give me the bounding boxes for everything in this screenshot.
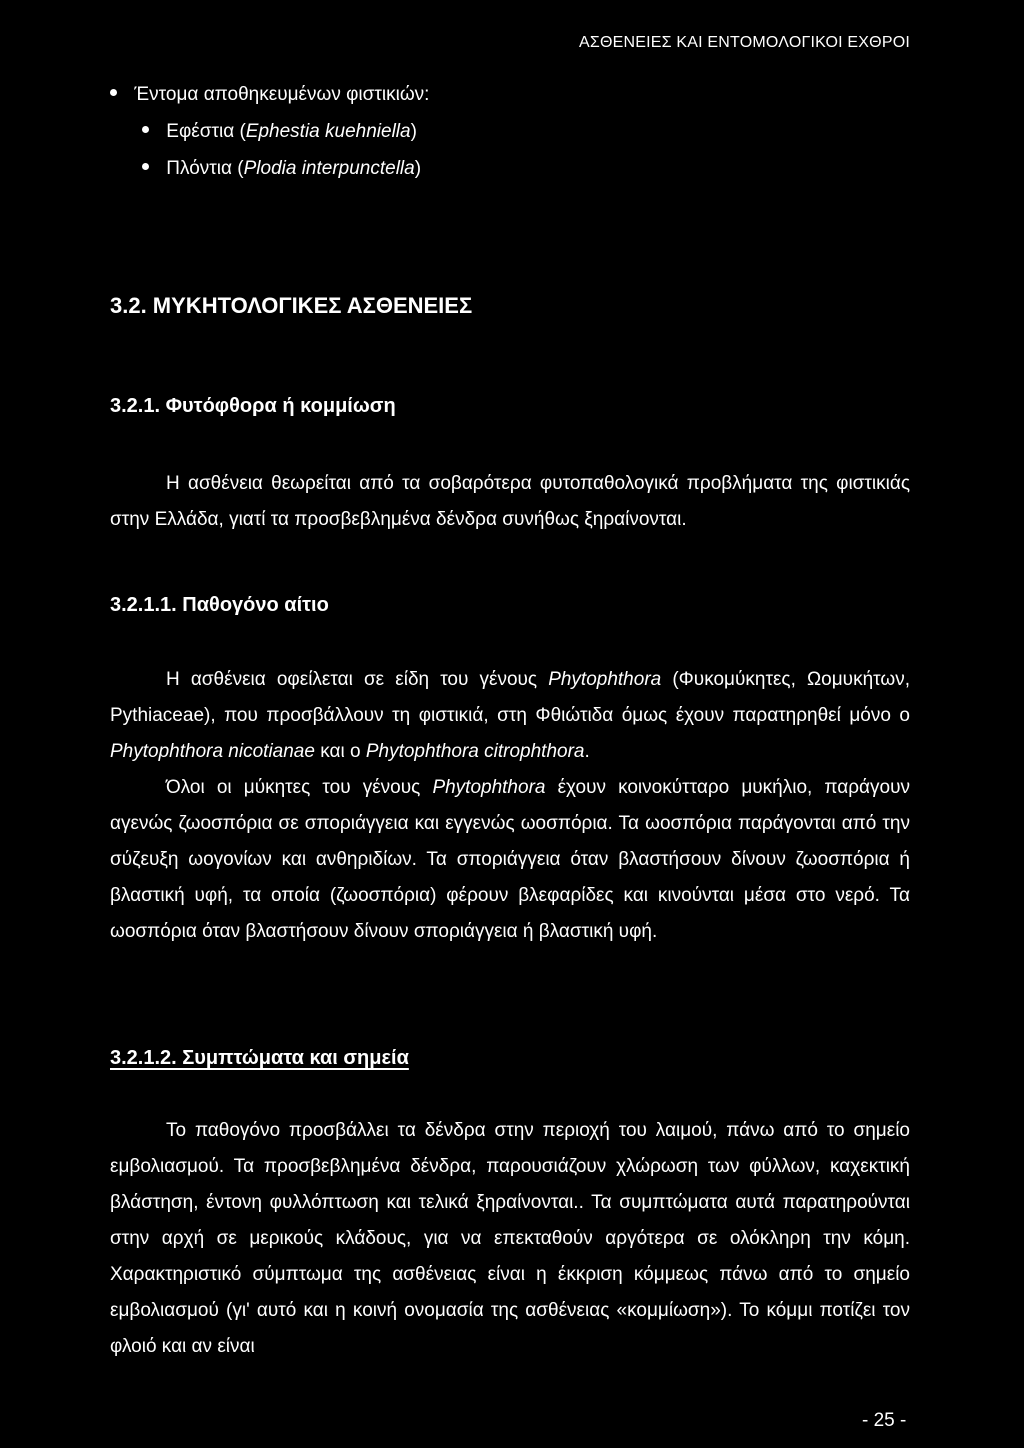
page-number: - 25 - [862, 1410, 907, 1431]
list-item: Πλόντια (Plodia interpunctella) [142, 156, 421, 182]
bullet-icon [142, 163, 149, 170]
species-name: Phytophthora nicotianae [110, 741, 315, 762]
text-run: Η ασθένεια οφείλεται σε είδη του γένους [166, 669, 549, 690]
symptoms-heading: 3.2.1.2. Συμπτώματα και σημεία [110, 1047, 409, 1069]
subsection-heading: 3.2.1. Φυτόφθορα ή κομμίωση [110, 395, 396, 417]
section-heading: 3.2. ΜΥΚΗΤΟΛΟΓΙΚΕΣ ΑΣΘΕΝΕΙΕΣ [110, 293, 473, 318]
pest-latin: Plodia interpunctella [243, 158, 415, 179]
pest-name: Εφέστια [166, 121, 235, 142]
genus-name: Phytophthora [548, 669, 662, 690]
pest-latin: Ephestia kuehniella [245, 121, 411, 142]
symptoms-paragraph [110, 1113, 910, 1365]
intro-paragraph [110, 466, 910, 538]
list-item: Εφέστια (Ephestia kuehniella) [142, 119, 417, 145]
pest-name: Πλόντια [166, 158, 232, 179]
text-run: έχουν κοινοκύτταρο μυκήλιο, παράγουν αγενώς ζωοσπόρια σε σποριάγγεια και εγγενώς ωοσπόρια. Τα ωοσπόρια παράγονται από την σύζευξη ωογονίων και ανθηριδίων. Τα σποριάγγεια όταν βλαστήσουν δίνουν ζωοσπόρια ή βλαστική υφή, τα οποία (ζωοσπόρια) φέρουν βλεφαρίδες και κινούνται μέσα στο νερό. Τα ωοσπόρια όταν βλαστήσουν δίνουν σποριάγγεια ή βλαστική υφή. [110, 777, 911, 942]
pathogen-paragraph [110, 662, 910, 950]
bullet-icon [110, 89, 117, 96]
bullet-icon [142, 126, 149, 133]
text-run: (Φυκομύκητες, Ωομυκήτων, Pythiaceae), που προσβάλλουν τη φιστικιά, στη Φθιώτιδα όμως έχουν παρατηρηθεί μόνο ο [110, 669, 910, 726]
pests-heading: Έντομα αποθηκευμένων φιστικιών: [134, 84, 430, 105]
text-run: Όλοι οι μύκητες του γένους [166, 777, 433, 798]
intro-text: Η ασθένεια θεωρείται από τα σοβαρότερα φυτοπαθολογικά προβλήματα της φιστικιάς στην Ελλάδα, γιατί τα προσβεβλημένα δένδρα συνήθως ξηραίνονται. [110, 473, 910, 530]
running-header: ΑΣΘΕΝΕΙΕΣ ΚΑΙ ΕΝΤΟΜΟΛΟΓΙΚΟΙ ΕΧΘΡΟΙ [579, 34, 910, 51]
pathogen-heading: 3.2.1.1. Παθογόνο αίτιο [110, 594, 329, 616]
symptoms-text: Το παθογόνο προσβάλλει τα δένδρα στην περιοχή του λαιμού, πάνω από το σημείο εμβολιασμού. Τα προσβεβλημένα δένδρα, παρουσιάζουν χλώρωση των φύλλων, καχεκτική βλάστηση, έντονη φυλλόπτωση και τελικά ξηραίνονται.. Τα συμπτώματα αυτά παρατηρούνται στην αρχή σε μερικούς κλάδους, για να επεκταθούν αργότερα σε ολόκληρη την κόμη. Χαρακτηριστικό σύμπτωμα της ασθένειας είναι η έκκριση κόμμεως πάνω από το σημείο εμβολιασμού (γι' αυτό και η κοινή ονομασία της ασθένειας «κομμίωση»). Το κόμμι ποτίζει τον φλοιό και αν είναι [110, 1120, 910, 1357]
genus-name: Phytophthora [432, 777, 546, 798]
text-run: . [584, 741, 590, 762]
text-run: και ο [314, 741, 366, 762]
species-name: Phytophthora citrophthora [365, 741, 585, 762]
pests-heading-item [110, 82, 429, 108]
